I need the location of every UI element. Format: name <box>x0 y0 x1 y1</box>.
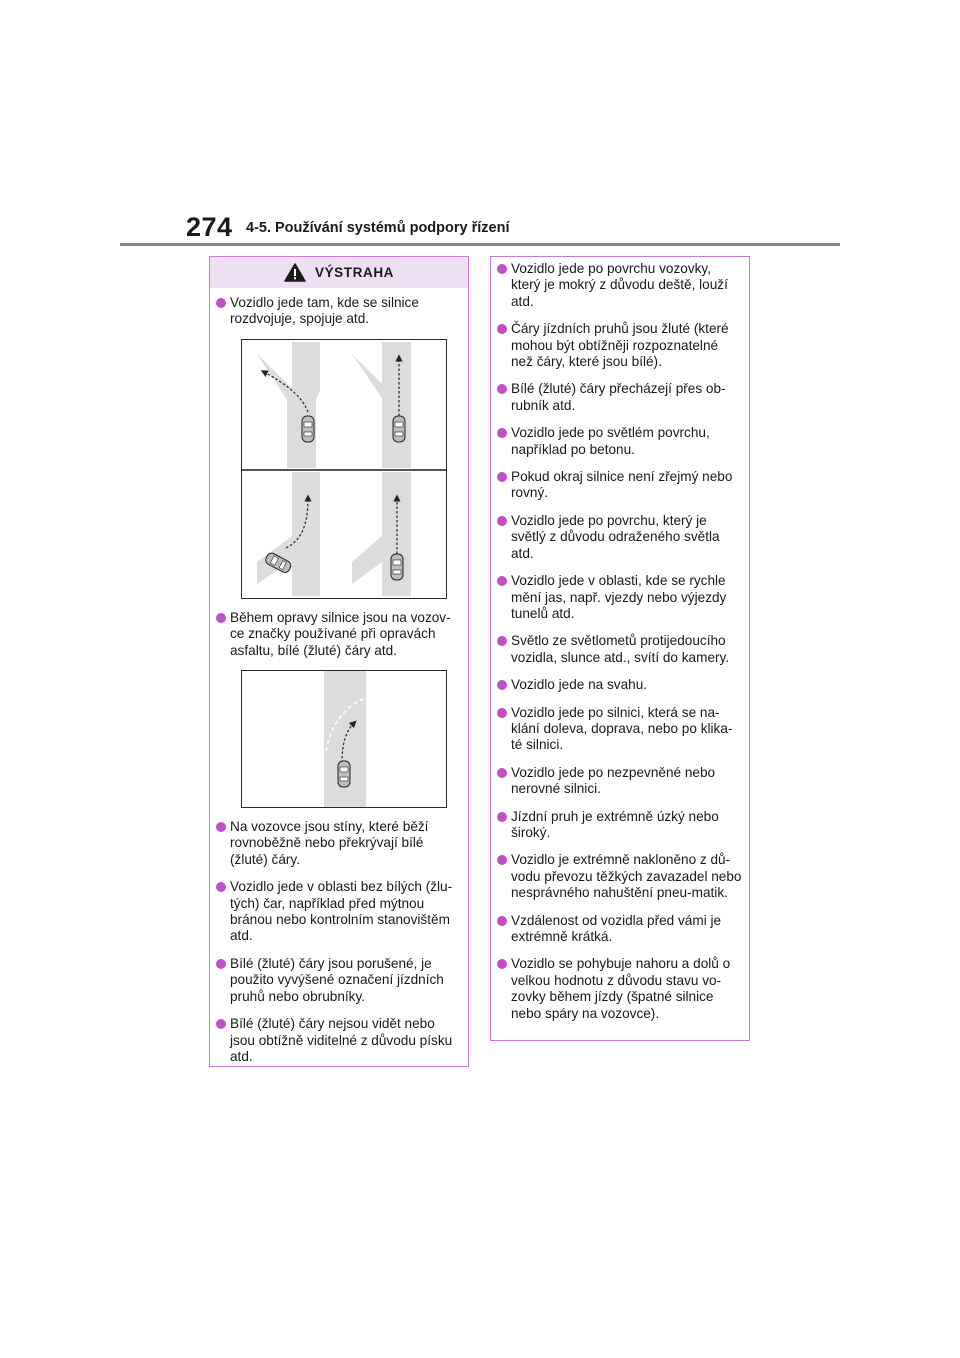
list-item <box>214 1016 462 1065</box>
bullet-icon <box>216 1019 226 1029</box>
repair-marks-diagram <box>242 671 446 807</box>
list-item-text: Vozidlo jede tam, kde se silnice rozdvojuje, spojuje atd. <box>230 295 419 327</box>
warning-box-left <box>209 256 469 1067</box>
list-item-text: Vzdálenost od vozidla před vámi je extrémně krátká. <box>511 912 722 944</box>
list-item-text: Světlo ze světlometů protijedoucího vozidla, slunce atd., svítí do kamery. <box>511 633 730 665</box>
warning-title: VÝSTRAHA <box>314 265 395 280</box>
list-item-text: Bílé (žluté) čáry nejsou vidět nebo jsou obtížně viditelné z důvodu písku atd. <box>230 1016 453 1064</box>
bullet-icon <box>497 708 507 718</box>
bullet-icon <box>216 298 226 308</box>
list-item-text: Pokud okraj silnice není zřejmý nebo rovný. <box>511 469 733 501</box>
list-item <box>495 469 743 502</box>
bullet-icon <box>497 812 507 822</box>
list-item <box>495 261 743 310</box>
list-item <box>495 381 743 414</box>
list-item <box>495 633 743 666</box>
list-item-text: Vozidlo je extrémně nakloněno z dů-vodu převozu těžkých zavazadel nebo nesprávného nahuštění pneu-matik. <box>511 852 742 901</box>
list-item-text: Bílé (žluté) čáry jsou porušené, je použito vyvýšené označení jízdních pruhů nebo obrubníky. <box>230 955 444 1004</box>
list-item-text: Vozidlo jede po povrchu vozovky, který je mokrý z důvodu deště, louží atd. <box>511 261 728 309</box>
bullet-icon <box>497 636 507 646</box>
bullet-icon <box>497 384 507 394</box>
bullet-icon <box>216 882 226 892</box>
list-item-text: Vozidlo jede v oblasti bez bílých (žlu-tých) čar, například před mýtnou bránou nebo kontrolním stanovištěm atd. <box>230 879 453 944</box>
list-item <box>214 610 462 659</box>
list-item-text: Vozidlo se pohybuje nahoru a dolů o velkou hodnotu z důvodu stavu vo-zovky během jízdy (špatné silnice nebo spáry na vozovce). <box>511 956 731 1021</box>
list-item <box>495 425 743 458</box>
illustration-repair-marks <box>241 670 447 808</box>
warning-triangle-icon <box>284 263 306 282</box>
bullet-icon <box>497 916 507 926</box>
list-item-text: Jízdní pruh je extrémně úzký nebo široký. <box>511 808 719 840</box>
list-item-text: Vozidlo jede po silnici, která se na-klání doleva, doprava, nebo po klika-té silnici. <box>511 704 733 753</box>
road-fork-diagram <box>242 340 446 598</box>
list-item-text: Na vozovce jsou stíny, které běží rovnoběžně nebo překrývají bílé (žluté) čáry. <box>230 819 429 867</box>
bullet-icon <box>216 959 226 969</box>
list-item <box>495 809 743 842</box>
list-item <box>214 819 462 868</box>
car-icon <box>391 554 403 580</box>
bullet-icon <box>497 516 507 526</box>
illustration-road-fork <box>241 339 447 599</box>
list-item <box>495 513 743 562</box>
list-item-text: Vozidlo jede na svahu. <box>511 677 648 693</box>
bullet-icon <box>497 472 507 482</box>
bullet-icon <box>497 576 507 586</box>
bullet-icon <box>497 264 507 274</box>
list-item <box>495 956 743 1022</box>
list-item <box>495 573 743 622</box>
list-item-text: Vozidlo jede po nezpevněné nebo nerovné silnici. <box>511 764 716 797</box>
warning-box-right <box>490 256 750 1041</box>
car-icon <box>302 416 314 442</box>
list-item <box>495 321 743 370</box>
list-item <box>495 765 743 798</box>
car-icon <box>393 416 405 442</box>
list-item-text: Vozidlo jede v oblasti, kde se rychle mění jas, např. vjezdy nebo výjezdy tunelů atd. <box>511 573 727 621</box>
warning-list-right <box>491 257 749 1022</box>
bullet-icon <box>497 324 507 334</box>
bullet-icon <box>216 613 226 623</box>
bullet-icon <box>216 822 226 832</box>
list-item <box>495 705 743 754</box>
list-item <box>495 677 743 693</box>
list-item-text: Bílé (žluté) čáry přecházejí přes ob-rubník atd. <box>511 381 726 413</box>
warning-list-left <box>210 288 468 1065</box>
list-item <box>214 295 462 328</box>
list-item-text: Během opravy silnice jsou na vozov-ce značky používané při opravách asfaltu, bílé (žluté) čáry atd. <box>230 609 451 658</box>
warning-header <box>210 257 468 288</box>
bullet-icon <box>497 680 507 690</box>
header-rule <box>120 243 840 246</box>
section-title: 4-5. Používání systémů podpory řízení <box>246 220 510 236</box>
page-number: 274 <box>186 212 233 242</box>
list-item <box>214 879 462 945</box>
bullet-icon <box>497 855 507 865</box>
bullet-icon <box>497 768 507 778</box>
bullet-icon <box>497 959 507 969</box>
bullet-icon <box>497 428 507 438</box>
list-item-text: Vozidlo jede po světlém povrchu, například po betonu. <box>511 425 710 457</box>
list-item <box>214 956 462 1005</box>
list-item <box>495 913 743 946</box>
list-item-text: Vozidlo jede po povrchu, který je světlý z důvodu odraženého světla atd. <box>511 512 720 561</box>
list-item-text: Čáry jízdních pruhů jsou žluté (které mohou být obtížněji rozpoznatelné než čáry, které jsou bílé). <box>511 321 729 370</box>
car-icon <box>338 761 350 787</box>
list-item <box>495 852 743 901</box>
